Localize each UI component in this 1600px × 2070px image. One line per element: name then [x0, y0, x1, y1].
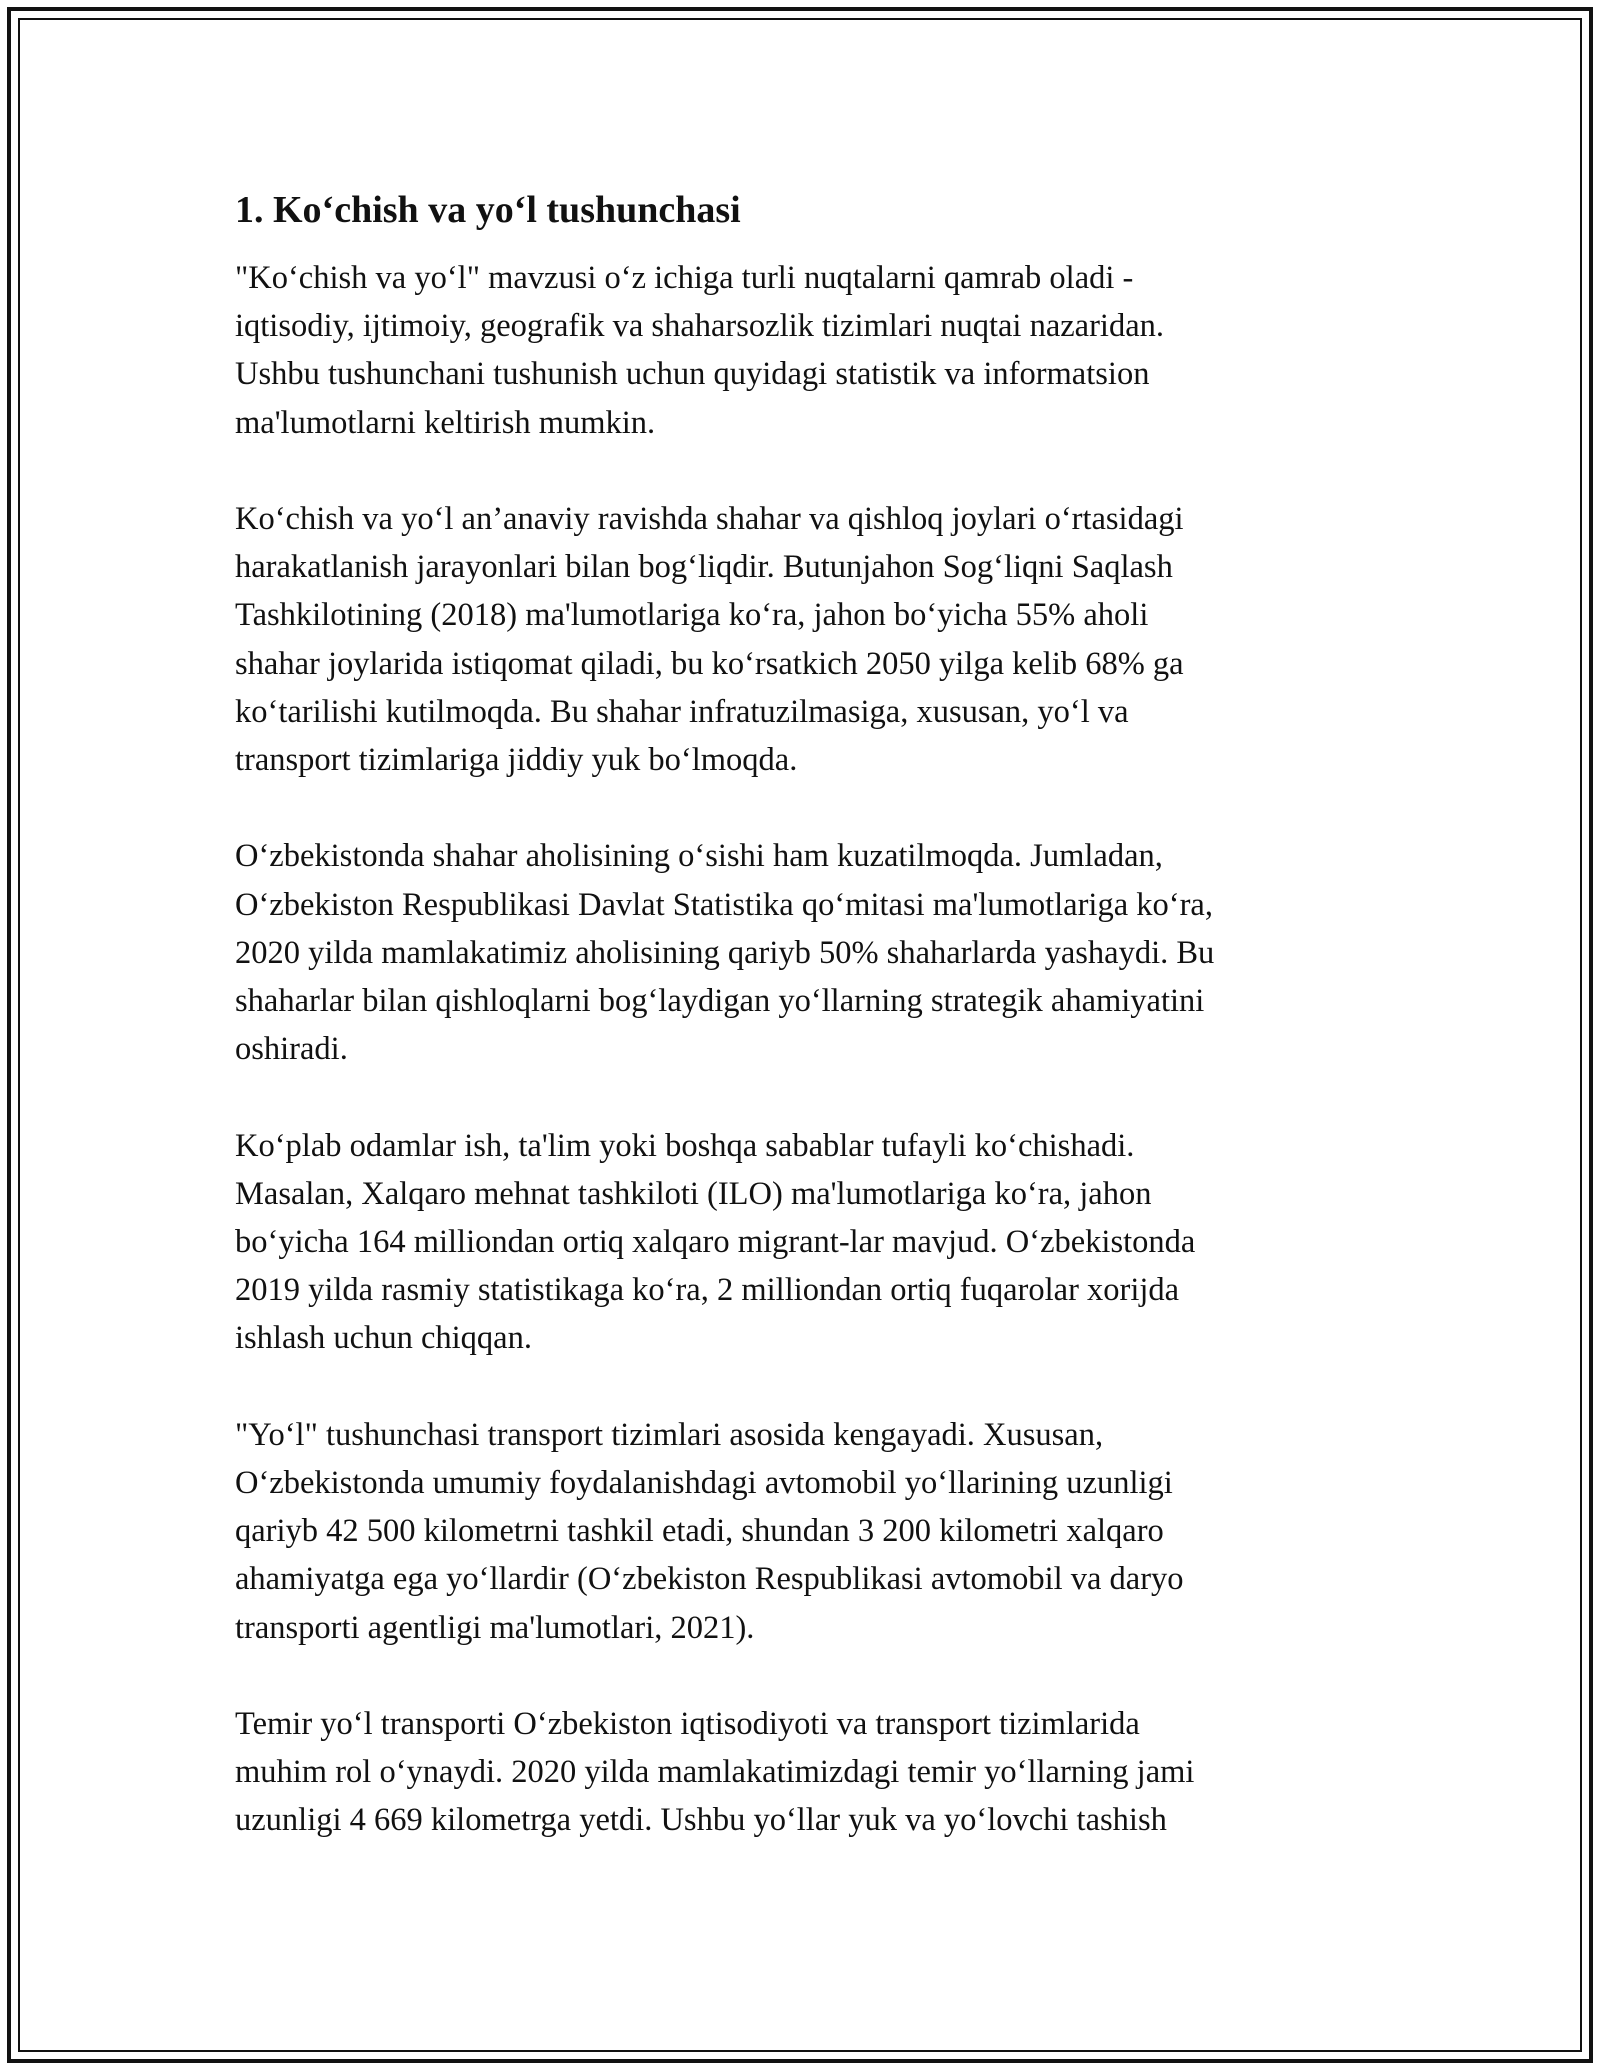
- text-line: "Yo‘l" tushunchasi transport tizimlari asosida kengayadi. Xususan,: [235, 1416, 1104, 1453]
- document-body: [235, 186, 1365, 1893]
- text-line: uzunligi 4 669 kilometrga yetdi. Ushbu yo‘llar yuk va yo‘lovchi tashish: [235, 1802, 1167, 1839]
- text-line: Temir yo‘l transporti O‘zbekiston iqtisodiyoti va transport tizimlarida: [235, 1706, 1140, 1743]
- text-line: ahamiyatga ega yo‘llardir (O‘zbekiston Respublikasi avtomobil va daryo: [235, 1561, 1184, 1598]
- text-line: ma'lumotlarni keltirish mumkin.: [235, 404, 656, 441]
- paragraph-uzbekistan-urban: [235, 832, 1365, 1073]
- text-line: 2019 yilda rasmiy statistikaga ko‘ra, 2 milliondan ortiq fuqarolar xorijda: [235, 1272, 1180, 1309]
- text-line: qariyb 42 500 kilometrni tashkil etadi, shundan 3 200 kilometri xalqaro: [235, 1513, 1164, 1550]
- text-line: shaharlar bilan qishloqlarni bog‘laydigan yo‘llarning strategik ahamiyatini: [235, 983, 1205, 1020]
- text-line: bo‘yicha 164 milliondan ortiq xalqaro migrant-lar mavjud. O‘zbekistonda: [235, 1224, 1196, 1261]
- text-line: ko‘tarilishi kutilmoqda. Bu shahar infratuzilmasiga, xususan, yo‘l va: [235, 693, 1129, 730]
- text-line: Ko‘plab odamlar ish, ta'lim yoki boshqa sabablar tufayli ko‘chishadi.: [235, 1127, 1135, 1164]
- paragraph-migration: [235, 1122, 1365, 1363]
- text-line: transporti agentligi ma'lumotlari, 2021).: [235, 1609, 755, 1646]
- text-line: Ko‘chish va yo‘l an’anaviy ravishda shahar va qishloq joylari o‘rtasidagi: [235, 501, 1184, 537]
- section-heading: 1. Ko‘chish va yo‘l tushunchasi: [235, 189, 741, 231]
- text-line: Ushbu tushunchani tushunish uchun quyidagi statistik va informatsion: [235, 356, 1150, 393]
- text-line: O‘zbekistonda umumiy foydalanishdagi avtomobil yo‘llarining uzunligi: [235, 1465, 1173, 1502]
- text-line: muhim rol o‘ynaydi. 2020 yilda mamlakatimizdagi temir yo‘llarning jami: [235, 1754, 1195, 1791]
- text-line: harakatlanish jarayonlari bilan bog‘liqdir. Butunjahon Sog‘liqni Saqlash: [235, 549, 1173, 586]
- text-line: O‘zbekiston Respublikasi Davlat Statistika qo‘mitasi ma'lumotlariga ko‘ra,: [235, 886, 1213, 923]
- text-line: Masalan, Xalqaro mehnat tashkiloti (ILO) ma'lumotlariga ko‘ra, jahon: [235, 1175, 1152, 1212]
- text-line: "Ko‘chish va yo‘l" mavzusi o‘z ichiga turli nuqtalarni qamrab oladi -: [235, 260, 1134, 296]
- text-line: iqtisodiy, ijtimoiy, geografik va shaharsozlik tizimlari nuqtai nazaridan.: [235, 308, 1165, 345]
- paragraph-intro: [235, 254, 1365, 447]
- paragraph-roads: [235, 1411, 1365, 1652]
- text-line: oshiradi.: [235, 1031, 348, 1068]
- text-line: 2020 yilda mamlakatimiz aholisining qariyb 50% shaharlarda yashaydi. Bu: [235, 934, 1215, 971]
- paragraph-urbanization: [235, 495, 1365, 784]
- text-line: O‘zbekistonda shahar aholisining o‘sishi ham kuzatilmoqda. Jumladan,: [235, 838, 1163, 875]
- text-line: transport tizimlariga jiddiy yuk bo‘lmoqda.: [235, 742, 798, 779]
- text-line: Tashkilotining (2018) ma'lumotlariga ko‘ra, jahon bo‘yicha 55% aholi: [235, 597, 1149, 634]
- text-line: shahar joylarida istiqomat qiladi, bu ko‘rsatkich 2050 yilga kelib 68% ga: [235, 645, 1184, 682]
- text-line: ishlash uchun chiqqan.: [235, 1320, 532, 1357]
- paragraph-railways: [235, 1700, 1365, 1845]
